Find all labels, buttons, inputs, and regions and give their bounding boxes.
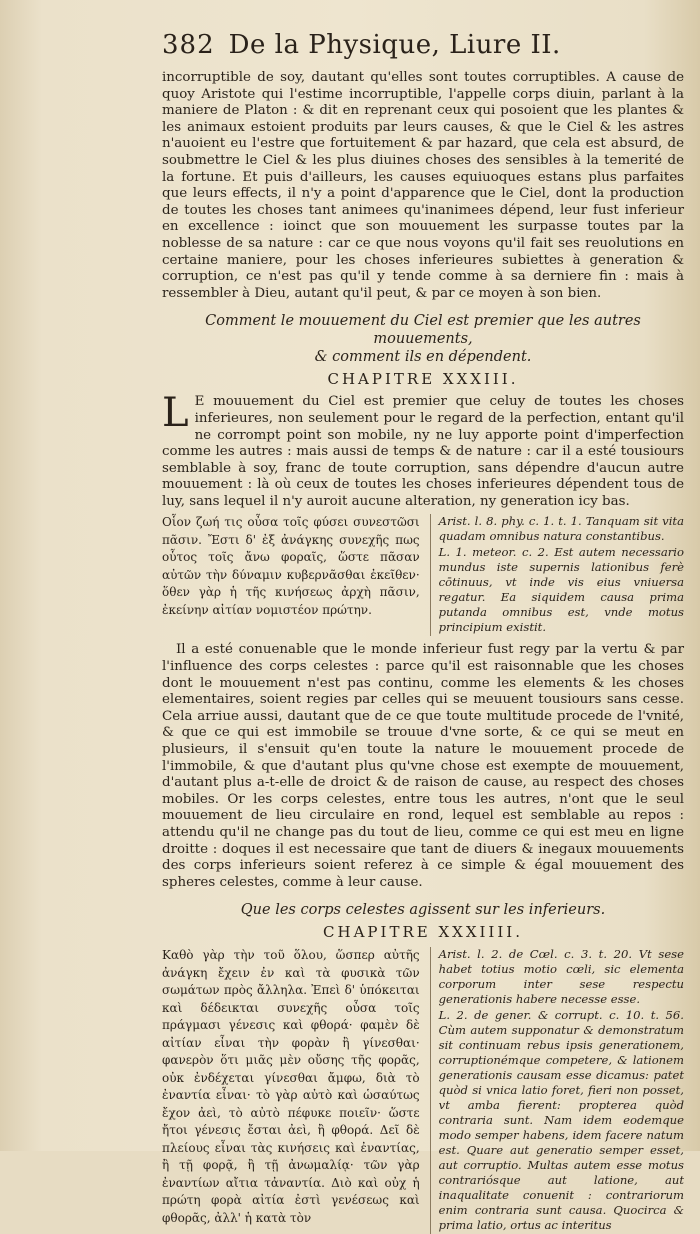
chapter-title: CHAPITRE XXXIII. [327, 370, 519, 389]
page-number: 382 [162, 30, 215, 60]
section-chapter-33 [162, 312, 684, 891]
chapter-title: CHAPITRE XXXIIII. [323, 923, 523, 942]
heading-line-2: & comment ils en dépendent. [314, 349, 532, 366]
intro-text: E mouuement du Ciel est premier que celuy de toutes les choses inferieures, non seulement pour le regard de la perfection, entant qu'il ne corrompt point son mobile, ny ne luy apporte point d'imperfection comme les autres : mais aussi de temps & de nature : car il a esté tousiours semblable à soy, franc de toute corruption, sans dépendre d'aucun autre mouuement : là où ceux de toutes les choses inferieures dépendent tous de luy, sans lequel il n'y auroit aucune alteration, ny generation icy bas. [162, 394, 684, 509]
drop-cap: L [162, 390, 189, 437]
paragraph-top: incorruptible de soy, dautant qu'elles sont toutes corruptibles. A cause de quoy Aristote qui l'estime incorruptible, l'appelle corps diuin, parlant à la maniere de Platon : & dit en reprenant ceux qui posoient que les plantes & les animaux estoient produits par leurs causes, & que le Ciel & les astres n'auoient eu l'estre que fortuitement & par hazard, que cela est absurd, de soubmettre le Ciel & les plus diuines choses des sensibles à la temerité de la fortune. Et puis d'ailleurs, les causes equiuoques estans plus parfaites que leurs effects, il n'y a point d'apparence que le Ciel, dont la production de toutes les choses tant animees qu'inanimees dépend, leur fust inferieur en excellence : ioinct que son mouuement les surpasse toutes par la noblesse de sa nature : car ce que nous voyons qu'il fait ses reuolutions en certaine maniere, pour les choses inferieures subiettes à generation & corruption, ce n'est pas qu'il y tende comme à sa derniere fin : mais à ressembler à Dieu, autant qu'il peut, & par ce moyen à son bien. [162, 70, 684, 301]
latin-note: Arist. l. 2. de Cœl. c. 3. t. 20. Vt sese habet totius motio cœli, sic elementa corporum inter sese respectu generationis habere necesse esse. [438, 947, 684, 1007]
intro-paragraph [162, 390, 684, 510]
latin-note: L. 2. de gener. & corrupt. c. 10. t. 56. Cùm autem supponatur & demonstratum sit continuam rebus ipsis generationem, corruptionémque competere, & lationem generationis causam esse dicamus: patet quòd si vnica latio foret, fieri non posset, vt amba fierent: propterea quòd contraria sunt. Nam idem eodemque modo semper habens, idem facere natum est. Quare aut generatio semper esset, aut corruptio. Multas autem esse motus contrariósque aut latione, aut inaqualitate conuenit : contrariorum enim contraria sunt causa. Quocirca & prima latio, ortus ac interitus [438, 1008, 684, 1233]
greek-quotation: Οἷον ζωή τις οὖσα τοῖς φύσει συνεστῶσι πᾶσιν. Ἔστι δ' ἐξ ἀνάγκης συνεχῆς πως οὗτος τοῖς ἄνω φοραῖς, ὥστε πᾶσαν αὐτῶν τὴν δύναμιν κυβερνᾶσθαι ἐκεῖθεν· ὅθεν γὰρ ἡ τῆς κινήσεως ἀρχὴ πᾶσιν, ἐκείνην αἰτίαν νομιστέον πρώτην. [162, 515, 420, 617]
section-chapter-34 [162, 901, 684, 1234]
page-header [162, 30, 684, 70]
running-title: De la Physique, Liure II. [228, 30, 561, 60]
greek-quotation: Καθὸ γὰρ τὴν τοῦ ὅλου, ὥσπερ αὐτῆς ἀνάγκη ἔχειν ἐν καὶ τὰ φυσικὰ τῶν σωμάτων πρὸς ἄλληλα. Ἐπεὶ δ' ὑπόκειται καὶ δέδεικται συνεχῆς οὖσα τοῖς πράγμασι γένεσις καὶ φθορά· φαμὲν δὲ αἰτίαν εἶναι τὴν φορὰν ἢ γίνεσθαι· φανερὸν ὅτι μιᾶς μὲν οὔσης τῆς φορᾶς, οὐκ ἐνδέχεται γίνεσθαι ἄμφω, διὰ τὸ ἐναντία εἶναι· τὸ γὰρ αὐτὸ καὶ ὡσαύτως ἔχον ἀεὶ, τὸ αὐτὸ πέφυκε ποιεῖν· ὥστε ἤτοι γένεσις ἔσται ἀεὶ, ἢ φθορά. Δεῖ δὲ πλείους εἶναι τὰς κινήσεις καὶ ἐναντίας, ἢ τῇ φορᾷ, ἢ τῇ ἀνωμαλίᾳ· τῶν γὰρ ἐναντίων αἴτια τἀναντία. Διὸ καὶ οὐχ ἡ πρώτη φορὰ αἰτία ἐστὶ γενέσεως καὶ φθορᾶς, ἀλλ' ἡ κατὰ τὸν [162, 948, 420, 1225]
heading-line-1: Comment le mouuement du Ciel est premier que les autres mouuements, [205, 313, 641, 348]
latin-notes [430, 947, 684, 1234]
quotation-columns [162, 947, 684, 1234]
latin-notes [430, 514, 684, 636]
section-heading [162, 312, 684, 366]
latin-note: L. 1. meteor. c. 2. Est autem necessario mundus iste supernis lationibus ferè cōtinuus, vt inde vis eius vniuersa regatur. Ea siquidem causa prima putanda omnibus est, vnde motus principium existit. [438, 545, 684, 635]
section-heading: Que les corps celestes agissent sur les inferieurs. [240, 902, 606, 919]
latin-note: Arist. l. 8. phy. c. 1. t. 1. Tanquam sit vita quadam omnibus natura constantibus. [438, 514, 684, 544]
quotation-columns [162, 514, 684, 636]
main-paragraph: Il a esté conuenable que le monde inferieur fust regy par la vertu & par l'influence des corps celestes : parce qu'il est raisonnable que les choses dont le mouuement n'est pas continu, comme les elements & les choses elementaires, soient regies par celles qui se meuuent tousiours sans cesse. Cela arriue aussi, dautant que de ce que toute multitude procede de l'vnité, & que ce qui est immobile se trouue d'vne sorte, & ce qui se meut en plusieurs, il s'ensuit qu'en toute la nature le mouuement procede de l'immobile, & que d'autant plus qu'vne chose est exempte de mouuement, d'autant plus a-t-elle de droict & de raison de cause, au respect des choses mobiles. Or les corps celestes, entre tous les autres, n'ont que le seul mouuement de lieu circulaire en rond, lequel est semblable au repos : attendu qu'il ne change pas du tout de lieu, comme ce qui est meu en ligne droitte : doques il est necessaire que tant de diuers & inegaux mouuements des corps inferieurs soient referez à ce simple & égal mouuement des spheres celestes, comme à leur cause. [162, 642, 684, 890]
